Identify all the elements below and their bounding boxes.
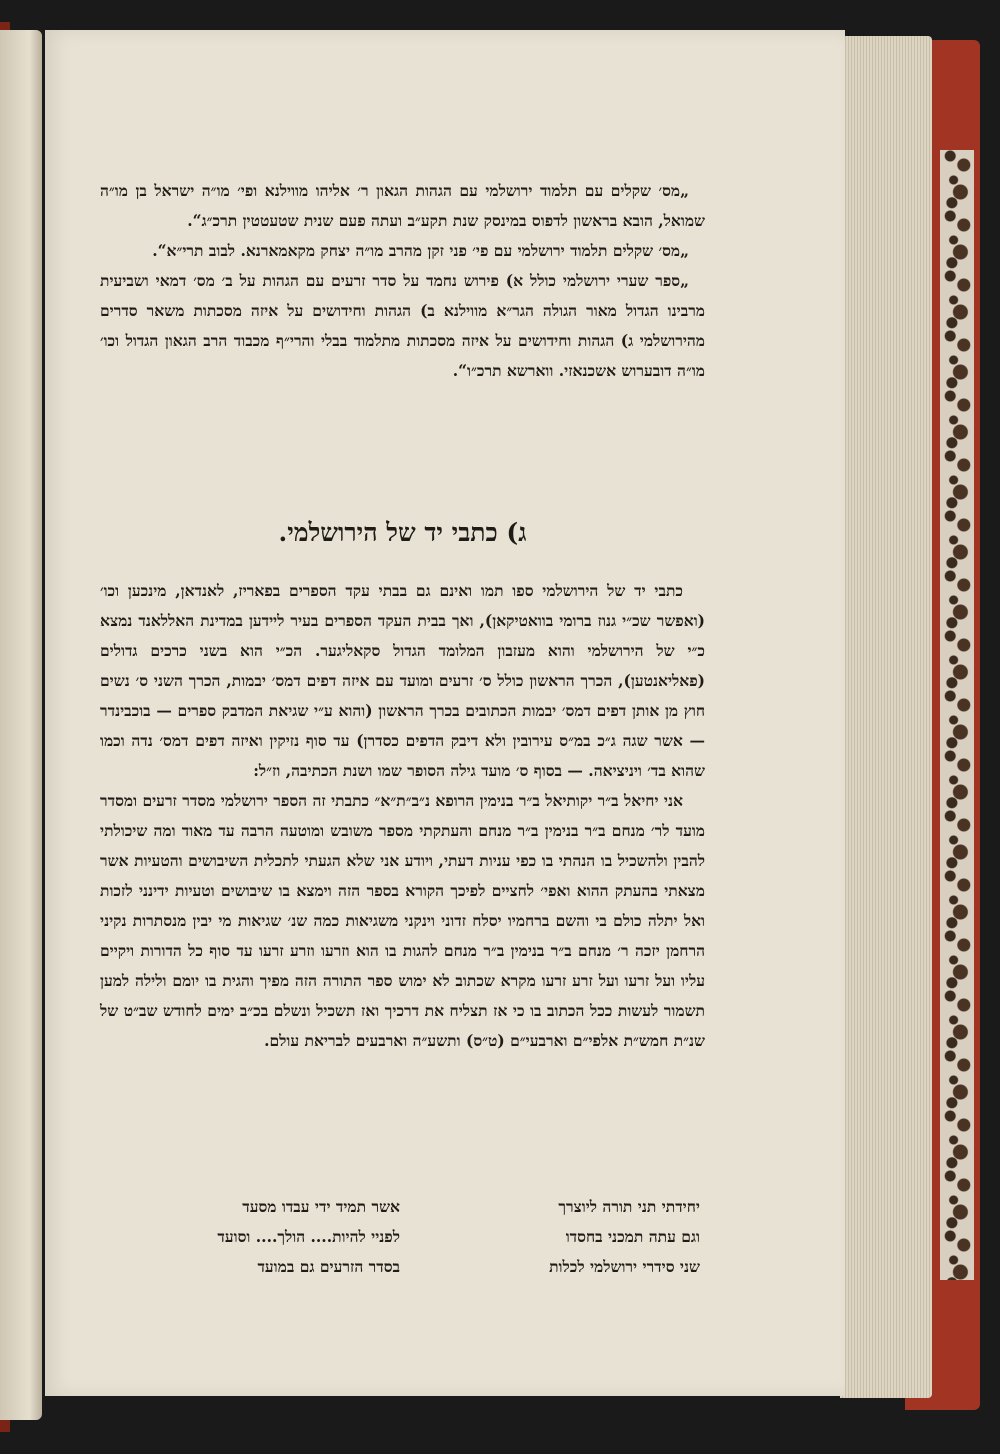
page-stack bbox=[840, 36, 932, 1398]
poem-line-right: שני סידרי ירושלמי לכלות bbox=[549, 1257, 700, 1276]
poem-line-right: יחידתי תני תורה ליוצרך bbox=[558, 1197, 700, 1216]
section-heading: ג) כתבי יד של הירושלמי. bbox=[278, 518, 527, 547]
poem-line bbox=[130, 1222, 700, 1252]
left-page-edge bbox=[0, 30, 42, 1420]
manuscripts-section bbox=[100, 576, 705, 1056]
poem-line-left: לפניי להיות.... הולך.... וסועד bbox=[217, 1227, 400, 1246]
poem-line bbox=[130, 1192, 700, 1222]
poem-line bbox=[130, 1252, 700, 1282]
bibliography-entry-2: „מס׳ שקלים תלמוד ירושלמי עם פי׳ פני זקן מהרב מו״ה יצחק מקאמארנא. לבוב תרי״א“. bbox=[152, 241, 689, 260]
poem-line-left: בסדר הזרעים גם במועד bbox=[257, 1257, 400, 1276]
poem-line-right: וגם עתה תמכני בחסדו bbox=[565, 1227, 700, 1246]
poem-line-left: אשר תמיד ידי עבדו מסעד bbox=[242, 1197, 400, 1216]
manuscripts-paragraph: כתבי יד של הירושלמי ספו תמו ואינם גם בבתי עקד הספרים בפאריז, לאנדאן, מינכען וכו׳ (ואפשר שכ״י גנוז ברומי בוואטיקאן), ואך בבית העקד הספרים בעיר לײדען במדינת האללאנד נמצא כ״י של הירושלמי והוא מעזבון המלומד הגדול סקאליגער. הכ״י הוא בשני כרכים גדולים (פאליאנטען), הכרך הראשון כולל ס׳ זרעים ומועד עם איזה דפים דמס׳ יבמות, הכרך השני ס׳ נשים חוץ מן אותן דפים דמס׳ יבמות הכתובים בכרך הראשון (והוא ע״י שגיאת המדבק ספרים — בוכבינדר — אשר שגה ג״כ במ״ס עירובין ולא דיבק הדפים כסדרן) עד סוף נזיקין ואיזה דפים דמס׳ נדה וכמו שהוא בד׳ ויניציאה. — בסוף ס׳ מועד גילה הסופר שמו ושנת הכתיבה, וז״ל: bbox=[100, 581, 705, 780]
colophon-paragraph: אני יחיאל ב״ר יקותיאל ב״ר בנימין הרופא נ״ב״ת״א״ כתבתי זה הספר ירושלמי מסדר זרעים ומסדר מועד לר׳ מנחם ב״ר בנימין ב״ר מנחם והעתקתי מספר משובש ומוטעה הרבה עד מאוד ומה שיכולתי להבין ולהשכיל בו הנהתי בו כפי עניות דעתי, ויודע אני שלא הגעתי לתכלית השיבושים והטעיות אשר מצאתי בהעתק ההוא ואפי׳ לחציים לפיכך הקורא בספר הזה וימצא בו שיבושים וטעיות ידינני לזכות ואל יתלה כולם בי והשם ברחמיו יסלח זדוני וינקני משגיאות כמה שנ׳ שגיאות מי יבין מנסתרות נקיני הרחמן יזכה ר׳ מנחם ב״ר בנימין ב״ר מנחם להגות בו הוא וזרעו וזרע זרעו עד סוף כל הדורות ויקיים עליו ועל זרעו ועל זרע זרעו מקרא שכתוב לא ימוש ספר התורה הזה מפיך והגית בו יומם ולילה למען תשמור לעשות ככל הכתוב בו כי אז תצליח את דרכיך ואז תשכיל ונשלם בכ״ב ימים לחודש שב״ט של שנ״ת חמש״ת אלפי״ם וארבעי״ם (ט״ס) ותשע״ה וארבעים לבריאת עולם. bbox=[100, 791, 705, 1050]
poem bbox=[130, 1192, 700, 1282]
bibliography-entry-1: „מס׳ שקלים עם תלמוד ירושלמי עם הגהות הגאון ר׳ אליהו מווילנא ופי׳ מו״ה ישראל בן מו״ה שמואל, הובא בראשון לדפוס במינסק שנת תקע״ב ועתה פעם שנית שטעטטין תרכ״ג“. bbox=[100, 181, 705, 230]
bibliography-section bbox=[100, 176, 705, 386]
bibliography-entry-3: „ספר שערי ירושלמי כולל א) פירוש נחמד על סדר זרעים עם הגהות על ב׳ מס׳ דמאי ושביעית מרבינו הגדול מאור הגולה הגר״א מווילנא ב) הגהות וחידושים על איזה מסכתות משאר סדרים מהירושלמי ג) הגהות וחידושים על איזה מסכתות מתלמוד בבלי והרי״ף מכבוד הרב הגאון הגדול וכו׳ מו״ה דובערוש אשכנאזי. ווארשא תרכ״ו“. bbox=[100, 271, 705, 380]
marbled-edge bbox=[940, 150, 974, 1280]
